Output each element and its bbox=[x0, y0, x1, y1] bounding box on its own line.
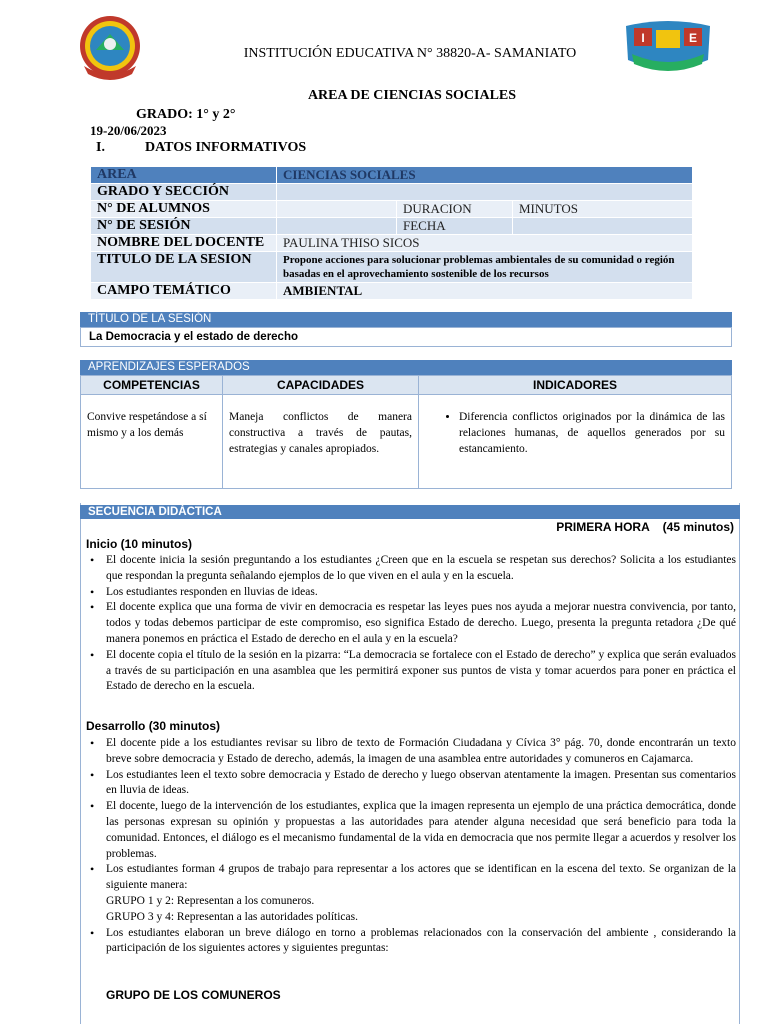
docente-label: NOMBRE DEL DOCENTE bbox=[91, 235, 277, 252]
grado-label: GRADO Y SECCIÓN bbox=[91, 184, 277, 201]
table-row bbox=[91, 218, 693, 235]
inicio-title: Inicio (10 minutos) bbox=[86, 537, 193, 551]
list-item: • El docente explica que una forma de vivir en democracia es respetar las leyes pues nos ayuda a mejorar nuestra convivencia, por tanto, todos y todas debemos participar de este compromiso, eso significa Estado de derecho. Luego, presenta la pregunta retadora ¿De qué manera ponemos en práctica el Estado de derecho en el aula y en la escuela? bbox=[88, 600, 736, 647]
fecha-value bbox=[513, 218, 693, 235]
badge-letter-i: I bbox=[641, 31, 645, 45]
capacidad-cell: Maneja conflictos de manera constructiva a través de pautas, estrategias y canales apropiados. bbox=[223, 395, 419, 489]
aprendizajes-table bbox=[80, 375, 732, 489]
titulo-sesion-value: La Democracia y el estado de derecho bbox=[80, 327, 732, 347]
list-item: • El docente copia el título de la sesión en la pizarra: “La democracia se fortalece con el Estado de derecho” y explica que serán evaluados a través de su participación en una asamblea que les permitirá exponer sus puntos de vista y tomar acuerdos para poner en práctica el Estado de derecho en la escuela. bbox=[88, 648, 736, 695]
sesion-value bbox=[277, 218, 397, 235]
campo-label: CAMPO TEMÁTICO bbox=[91, 283, 277, 300]
indicadores-header: INDICADORES bbox=[419, 376, 732, 395]
date-text: 19-20/06/2023 bbox=[90, 123, 167, 138]
table-row bbox=[91, 167, 693, 184]
ie-badge-logo bbox=[622, 20, 714, 74]
aprendizajes-bar: APRENDIZAJES ESPERADOS bbox=[80, 360, 732, 375]
fecha-label: FECHA bbox=[397, 218, 513, 235]
campo-value: AMBIENTAL bbox=[277, 283, 693, 300]
capacidades-header: CAPACIDADES bbox=[223, 376, 419, 395]
table-row bbox=[91, 184, 693, 201]
duracion-label: DURACION bbox=[397, 201, 513, 218]
section-title: DATOS INFORMATIVOS bbox=[145, 140, 307, 155]
list-item: • Los estudiantes responden en lluvias de ideas. bbox=[88, 585, 736, 601]
desarrollo-title: Desarrollo (30 minutos) bbox=[86, 719, 221, 733]
competencias-header: COMPETENCIAS bbox=[81, 376, 223, 395]
docente-value: PAULINA THISO SICOS bbox=[277, 235, 693, 252]
area-value: CIENCIAS SOCIALES bbox=[277, 167, 693, 184]
area-label: AREA bbox=[91, 167, 277, 184]
table-row bbox=[91, 252, 693, 283]
table-row bbox=[91, 201, 693, 218]
list-item: • El docente pide a los estudiantes revisar su libro de texto de Formación Ciudadana y Cívica 3° pág. 70, donde encontrarán un texto breve sobre democracia y Estado de derecho, además, la imagen de una asamblea entre autoridades y comuneros en Cajamarca. bbox=[88, 736, 736, 768]
grado-heading: GRADO: 1° y 2° bbox=[136, 107, 236, 122]
badge-letter-e: E bbox=[688, 31, 698, 45]
indicador-cell bbox=[419, 395, 732, 489]
section-number: I. bbox=[96, 140, 105, 155]
list-item: • El docente inicia la sesión preguntando a los estudiantes ¿Creen que en la escuela se respetan sus derechos? Solicita a los estudiantes que respondan la pregunta señalando ejemplos de lo que viven en el aula y en la escuela. bbox=[88, 553, 736, 585]
sesion-label: N° DE SESIÓN bbox=[91, 218, 277, 235]
titulo-label: TITULO DE LA SESION bbox=[91, 252, 277, 283]
titulo-value: Propone acciones para solucionar problemas ambientales de su comunidad o región basadas en el aprovechamiento sostenible de los recursos bbox=[277, 252, 693, 283]
list-item: • Los estudiantes elaboran un breve diálogo en torno a problemas relacionados con la conservación del ambiente , considerando la participación de los siguientes actores y siguientes preguntas: bbox=[88, 926, 736, 958]
list-item: • El docente, luego de la intervención de los estudiantes, explica que la imagen representa un ejemplo de una práctica democrática, donde las personas expresan su opinión y propuestas a las autoridades para atender alguna necesidad que será beneficio para toda la comunidad. Entonces, el diálogo es el mecanismo fundamental de la vida en democracia que nos permite llegar a acuerdos y resolver los problemas. bbox=[88, 799, 736, 862]
minutos-label: MINUTOS bbox=[513, 201, 693, 218]
table-row bbox=[81, 395, 732, 489]
desarrollo-list bbox=[88, 736, 736, 957]
info-table bbox=[90, 166, 693, 300]
titulo-sesion-bar: TÍTULO DE LA SESIÓN bbox=[80, 312, 732, 327]
table-row bbox=[91, 283, 693, 300]
alumnos-value bbox=[277, 201, 397, 218]
grupo-comuneros-heading: GRUPO DE LOS COMUNEROS bbox=[106, 988, 281, 1002]
indicador-item: • Diferencia conflictos originados por la dinámica de las relaciones humanas, de aquellos generados por su estancamiento. bbox=[459, 409, 725, 457]
grado-value bbox=[277, 184, 693, 201]
table-header-row bbox=[81, 376, 732, 395]
area-title: AREA DE CIENCIAS SOCIALES bbox=[307, 88, 517, 103]
list-item: • Los estudiantes leen el texto sobre democracia y Estado de derecho y luego observan atentamente la imagen. Presentan sus comentarios en lluvia de ideas. bbox=[88, 768, 736, 800]
inicio-list bbox=[88, 553, 736, 695]
grupo-1-2-text: GRUPO 1 y 2: Representan a los comuneros. bbox=[106, 894, 315, 907]
secuencia-bar: SECUENCIA DIDÁCTICA bbox=[80, 505, 740, 519]
institution-name: INSTITUCIÓN EDUCATIVA N° 38820-A- SAMANIATO bbox=[243, 46, 577, 61]
list-item: • Los estudiantes forman 4 grupos de trabajo para representar a los actores que se identifican en la escena del texto. Se organizan de la siguiente manera: bbox=[88, 862, 736, 894]
primera-hora-label: PRIMERA HORA (45 minutos) bbox=[556, 520, 734, 534]
grupo-3-4-text: GRUPO 3 y 4: Representan a las autoridades políticas. bbox=[106, 910, 358, 923]
competencia-cell: Convive respetándose a sí mismo y a los demás bbox=[81, 395, 223, 489]
alumnos-label: N° DE ALUMNOS bbox=[91, 201, 277, 218]
table-row bbox=[91, 235, 693, 252]
